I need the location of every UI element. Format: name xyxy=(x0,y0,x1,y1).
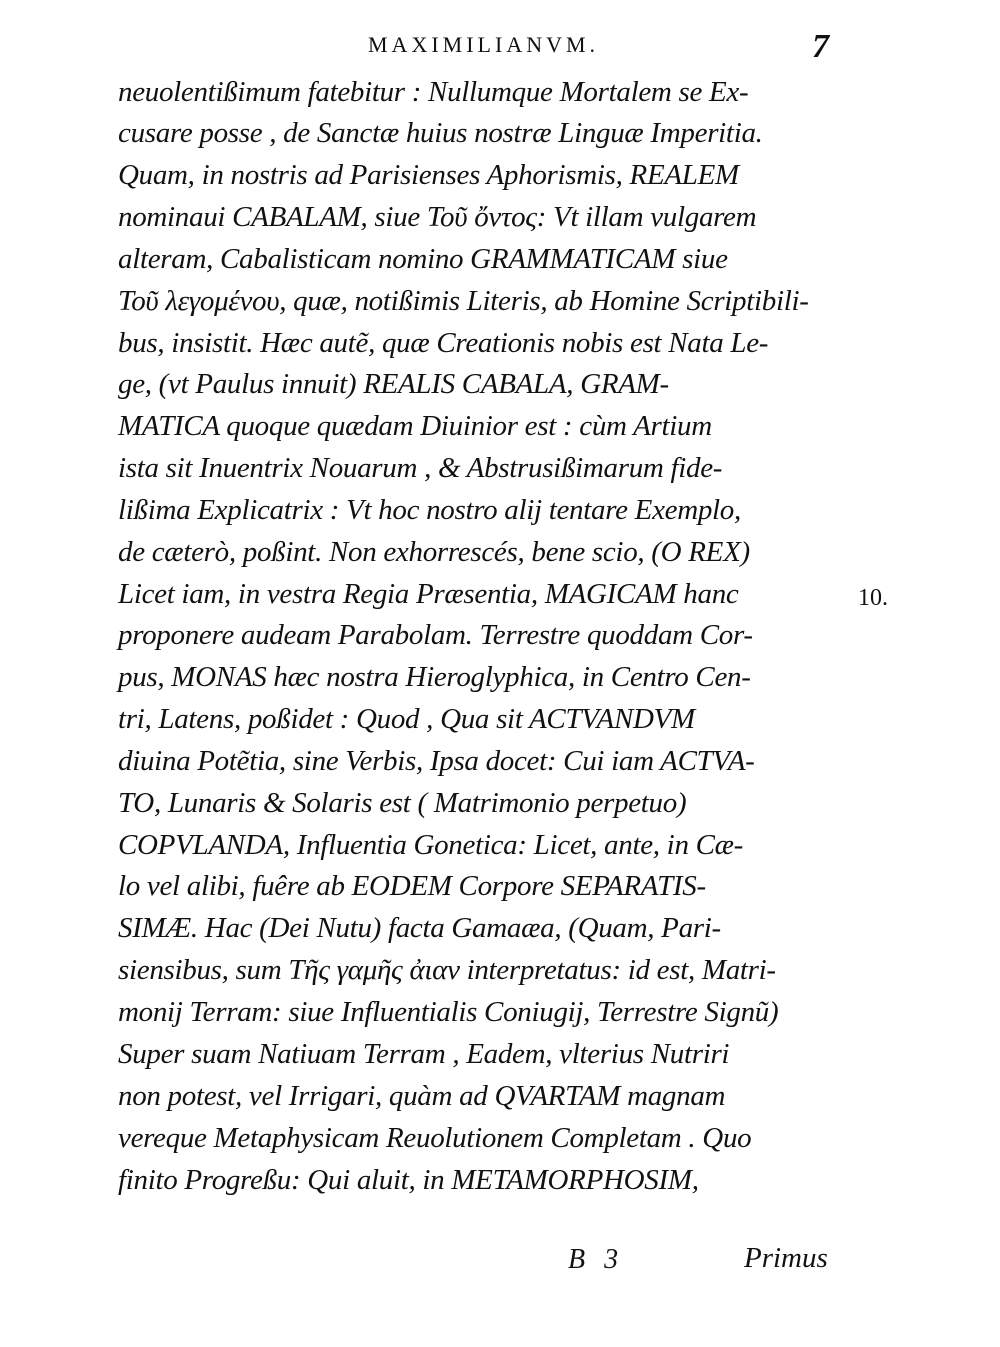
text-line: diuina Potẽtia, sine Verbis, Ipsa docet: Cui iam ACTVA- xyxy=(118,745,755,777)
text-line: Quam, in nostris ad Parisienses Aphorismis, REALEM xyxy=(118,159,739,191)
text-line: COPVLANDA, Influentia Gonetica: Licet, ante, in Cæ- xyxy=(118,829,744,861)
text-line: alteram, Cabalisticam nomino GRAMMATICAM siue xyxy=(118,243,728,275)
text-line: cusare posse , de Sanctæ huius nostræ Linguæ Imperitia. xyxy=(118,117,763,149)
text-line: lißima Explicatrix : Vt hoc nostro alij tentare Exemplo, xyxy=(118,494,741,526)
text-line: neuolentißimum fatebitur : Nullumque Mortalem se Ex- xyxy=(118,76,749,108)
text-line: TO, Lunaris & Solaris est ( Matrimonio perpetuo) xyxy=(118,787,687,819)
margin-note: 10. xyxy=(858,585,888,611)
text-line: vereque Metaphysicam Reuolutionem Completam . Quo xyxy=(118,1122,752,1154)
text-line: lo vel alibi, fuêre ab EODEM Corpore SEPARATIS- xyxy=(118,870,706,902)
text-line: proponere audeam Parabolam. Terrestre quoddam Cor- xyxy=(118,619,753,651)
text-line: MATICA quoque quædam Diuinior est : cùm Artium xyxy=(118,410,712,442)
text-line: Super suam Natiuam Terram , Eadem, vlterius Nutriri xyxy=(118,1038,730,1070)
text-line: monij Terram: siue Influentialis Coniugij, Terrestre Signũ) xyxy=(118,996,779,1028)
text-line: bus, insistit. Hæc autẽ, quæ Creationis nobis est Nata Le- xyxy=(118,327,769,359)
text-line: Licet iam, in vestra Regia Præsentia, MAGICAM hanc xyxy=(118,578,739,610)
text-line: Τοῦ λεγομένου, quæ, notißimis Literis, ab Homine Scriptibili- xyxy=(118,285,809,317)
running-head: MAXIMILIANVM. xyxy=(368,32,600,57)
text-line: siensibus, sum Τῆς γαμῆς ἀιαν interpretatus: id est, Matri- xyxy=(118,954,776,986)
text-line: pus, MONAS hæc nostra Hieroglyphica, in Centro Cen- xyxy=(118,661,751,693)
text-line: tri, Latens, poßidet : Quod , Qua sit ACTVANDVM xyxy=(118,703,695,735)
text-line: SIMÆ. Hac (Dei Nutu) facta Gamaæa, (Quam, Pari- xyxy=(118,912,721,944)
catchword: Primus xyxy=(744,1242,828,1274)
text-line: ista sit Inuentrix Nouarum , & Abstrusißimarum fide- xyxy=(118,452,723,484)
text-line: non potest, vel Irrigari, quàm ad QVARTAM magnam xyxy=(118,1080,726,1112)
text-line: ge, (vt Paulus innuit) REALIS CABALA, GRAM- xyxy=(118,368,669,400)
text-line: de cæterò, poßint. Non exhorrescés, bene scio, (O REX) xyxy=(118,536,750,568)
text-line: finito Progreßu: Qui aluit, in METAMORPHOSIM, xyxy=(118,1164,699,1196)
page-number: 7 xyxy=(812,28,829,65)
text-line: nominaui CABALAM, siue Τοῦ ὄντος: Vt illam vulgarem xyxy=(118,201,757,233)
signature-mark: B 3 xyxy=(568,1244,625,1275)
